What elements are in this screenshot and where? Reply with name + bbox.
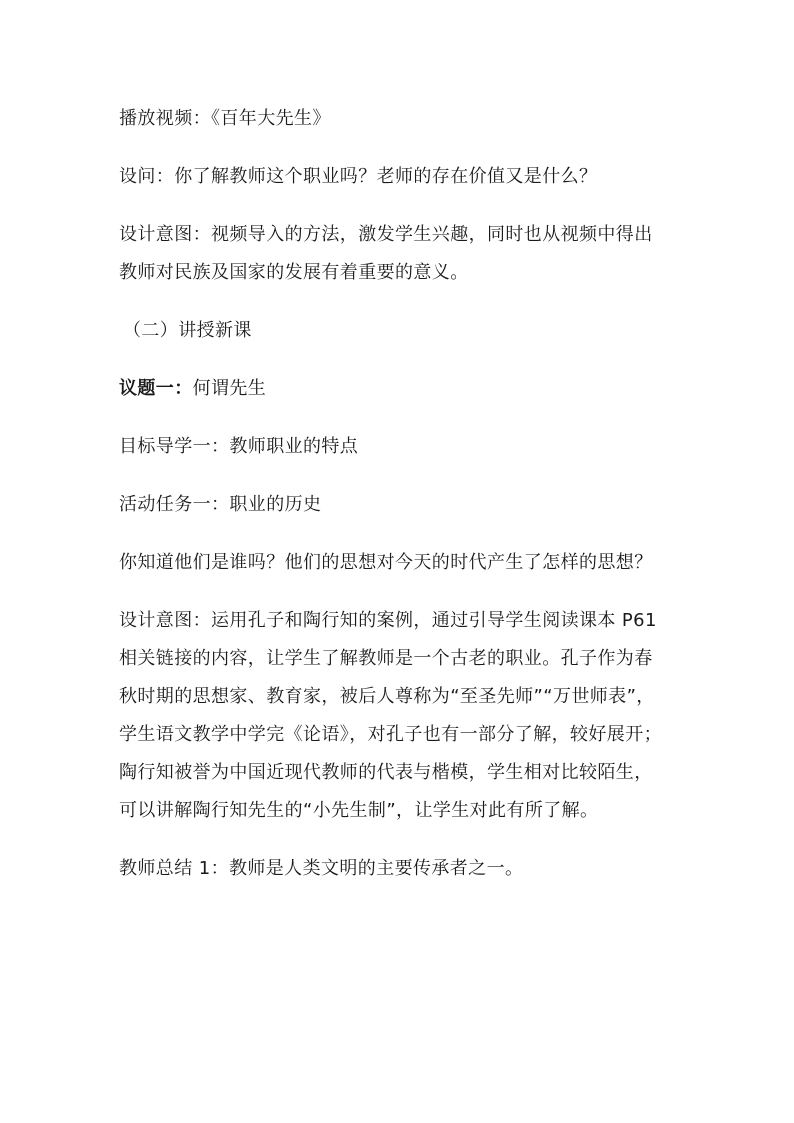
paragraph-summary: 教师总结 1：教师是人类文明的主要传承者之一。 [119, 858, 524, 879]
paragraph-video: 播放视频：《百年大先生》 [119, 108, 331, 129]
paragraph-activity: 活动任务一：职业的历史 [119, 494, 322, 515]
paragraph-question: 设问：你了解教师这个职业吗？老师的存在价值又是什么？ [119, 166, 598, 187]
paragraph-design-intent-1: 设计意图：视频导入的方法，激发学生兴趣，同时也从视频中得出教师对民族及国家的发展有着重要的意义。 [119, 224, 653, 283]
paragraph-design-intent-2: 设计意图：运用孔子和陶行知的案例，通过引导学生阅读课本 P61 相关链接的内容，让学生了解教师是一个古老的职业。孔子作为春秋时期的思想家、教育家，被后人尊称为“至圣先师”“万世师表”，学生语文教学中学完《论语》，对孔子也有一部分了解，较好展开；陶行知被誉为中国近现代教师的代表与楷模，学生相对比较陌生，可以讲解陶行知先生的“小先生制”，让学生对此有所了解。 [119, 610, 662, 821]
paragraph-goal: 目标导学一：教师职业的特点 [119, 436, 359, 457]
topic-title: 何谓先生 [192, 378, 267, 399]
topic-heading [119, 370, 667, 408]
document-body [119, 100, 667, 908]
section-heading: （二）讲授新课 [123, 320, 252, 341]
topic-label: 议题一： [119, 378, 193, 399]
paragraph-discussion-question: 你知道他们是谁吗？他们的思想对今天的时代产生了怎样的思想？ [119, 552, 653, 573]
